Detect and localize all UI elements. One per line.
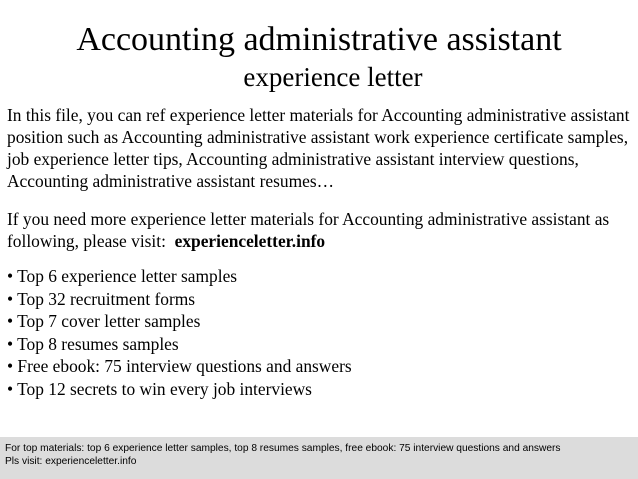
more-text: If you need more experience letter materials for Accounting administrative assistant as following, please visit:	[7, 209, 610, 251]
title-line-1: Accounting administrative assistant	[76, 21, 562, 58]
list-item: • Top 12 secrets to win every job interviews	[7, 378, 312, 399]
intro-paragraph: In this file, you can ref experience letter materials for Accounting administrative assistant position such as Accounting administrative assistant work experience certificate samples, job experience letter tips, Accounting administrative assistant interview questions, Accounting administrative assistant resumes…	[7, 105, 630, 191]
footer-line-2: Pls visit: experienceletter.info	[5, 456, 137, 467]
more-paragraph	[7, 208, 633, 252]
list-item: • Top 7 cover letter samples	[7, 311, 201, 332]
list-item: • Top 6 experience letter samples	[7, 266, 238, 286]
footer-line-1: For top materials: top 6 experience letter samples, top 8 resumes samples, free ebook: 75 interview questions and answers	[5, 443, 561, 454]
list-item: • Free ebook: 75 interview questions and answers	[7, 356, 352, 377]
list-item: • Top 32 recruitment forms	[7, 288, 196, 309]
footer-bar	[0, 437, 638, 479]
materials-list	[7, 265, 633, 401]
list-item: • Top 8 resumes samples	[7, 333, 179, 354]
site-link[interactable]: experienceletter.info	[174, 231, 326, 251]
title-line-2: experience letter	[243, 62, 423, 92]
